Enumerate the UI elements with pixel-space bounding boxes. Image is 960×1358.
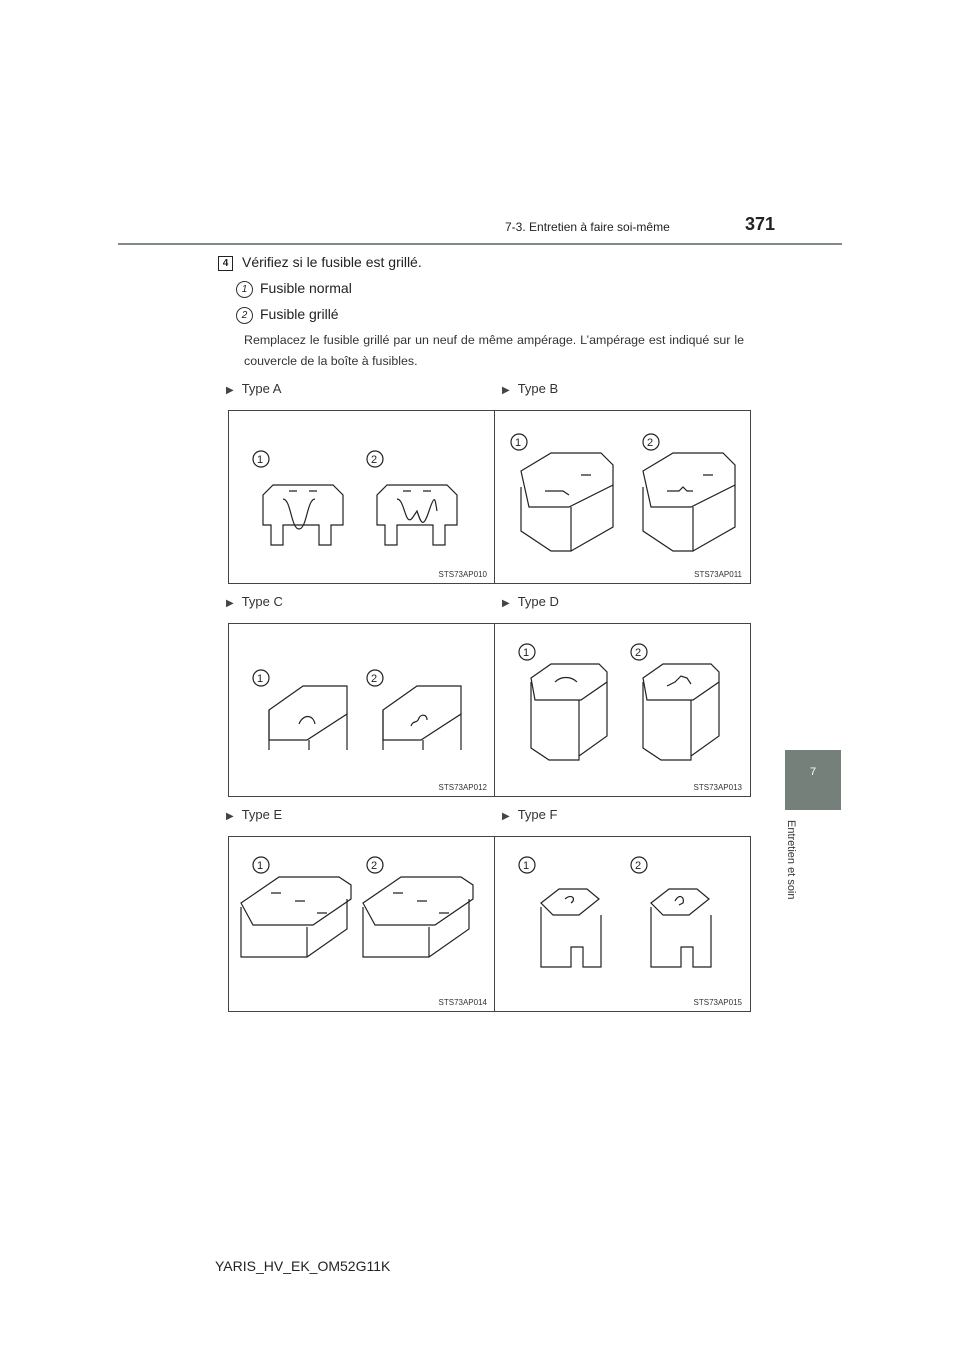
figure-code: STS73AP013 <box>693 783 742 792</box>
fuse-figure-type-f <box>494 836 751 1012</box>
callout-2: 2 <box>371 860 378 872</box>
box-fuse-illustration <box>229 624 495 796</box>
type-label-d: ▶ Type D <box>502 594 559 609</box>
step-number: 4 <box>218 256 233 271</box>
triangle-bullet-icon: ▶ <box>502 385 510 396</box>
callout-2: 2 <box>371 673 378 685</box>
callout-1: 1 <box>523 647 530 659</box>
item-number: 1 <box>236 281 253 298</box>
type-label-f: ▶ Type F <box>502 807 558 822</box>
callout-2: 2 <box>635 860 642 872</box>
type-label-c: ▶ Type C <box>226 594 283 609</box>
figure-code: STS73AP015 <box>693 998 742 1007</box>
callout-marker-2 <box>236 305 253 324</box>
callout-1: 1 <box>257 454 264 466</box>
chapter-label-text: Entretien et soin <box>785 820 797 900</box>
figure-code: STS73AP011 <box>694 570 742 579</box>
cartridge-fuse-illustration <box>495 411 750 583</box>
chapter-side-label <box>787 820 807 930</box>
fuse-figure-type-e <box>228 836 496 1012</box>
type-label-a: ▶ Type A <box>226 381 282 396</box>
item-blown-fuse: Fusible grillé <box>260 306 339 322</box>
fuse-figure-type-d <box>494 623 751 797</box>
fuse-figure-type-c <box>228 623 496 797</box>
fuse-figure-type-a <box>228 410 496 584</box>
header-divider <box>118 243 842 245</box>
callout-marker-1 <box>236 279 253 298</box>
replacement-note: Remplacez le fusible grillé par un neuf de même ampérage. L’ampérage est indiqué sur le couvercle de la boîte à fusibles. <box>244 333 744 368</box>
type-label-e: ▶ Type E <box>226 807 283 822</box>
compact-fuse-illustration <box>495 837 750 1011</box>
item-normal-fuse: Fusible normal <box>260 280 352 296</box>
step-number-box <box>218 253 233 271</box>
box-fuse-illustration <box>495 624 750 796</box>
page-number: 371 <box>745 214 776 234</box>
callout-2: 2 <box>647 437 654 449</box>
header-section-title: 7-3. Entretien à faire soi-même <box>505 220 670 234</box>
type-label-b: ▶ Type B <box>502 381 559 396</box>
callout-1: 1 <box>257 860 264 872</box>
callout-1: 1 <box>523 860 530 872</box>
footer-model-code: YARIS_HV_EK_OM52G11K <box>215 1258 391 1274</box>
figure-code: STS73AP010 <box>438 570 487 579</box>
triangle-bullet-icon: ▶ <box>226 385 234 396</box>
callout-2: 2 <box>371 454 378 466</box>
figure-code: STS73AP012 <box>438 783 487 792</box>
step-instruction: Vérifiez si le fusible est grillé. <box>242 254 422 270</box>
chapter-tab-number: 7 <box>809 766 817 778</box>
fuse-figure-type-b <box>494 410 751 584</box>
item-number: 2 <box>236 307 253 324</box>
triangle-bullet-icon: ▶ <box>502 811 510 822</box>
callout-1: 1 <box>257 673 264 685</box>
triangle-bullet-icon: ▶ <box>502 598 510 609</box>
triangle-bullet-icon: ▶ <box>226 598 234 609</box>
large-box-fuse-illustration <box>229 837 495 1011</box>
chapter-tab <box>785 750 841 810</box>
triangle-bullet-icon: ▶ <box>226 811 234 822</box>
callout-2: 2 <box>635 647 642 659</box>
callout-1: 1 <box>515 437 522 449</box>
figure-code: STS73AP014 <box>438 998 487 1007</box>
blade-fuse-illustration <box>229 411 495 583</box>
